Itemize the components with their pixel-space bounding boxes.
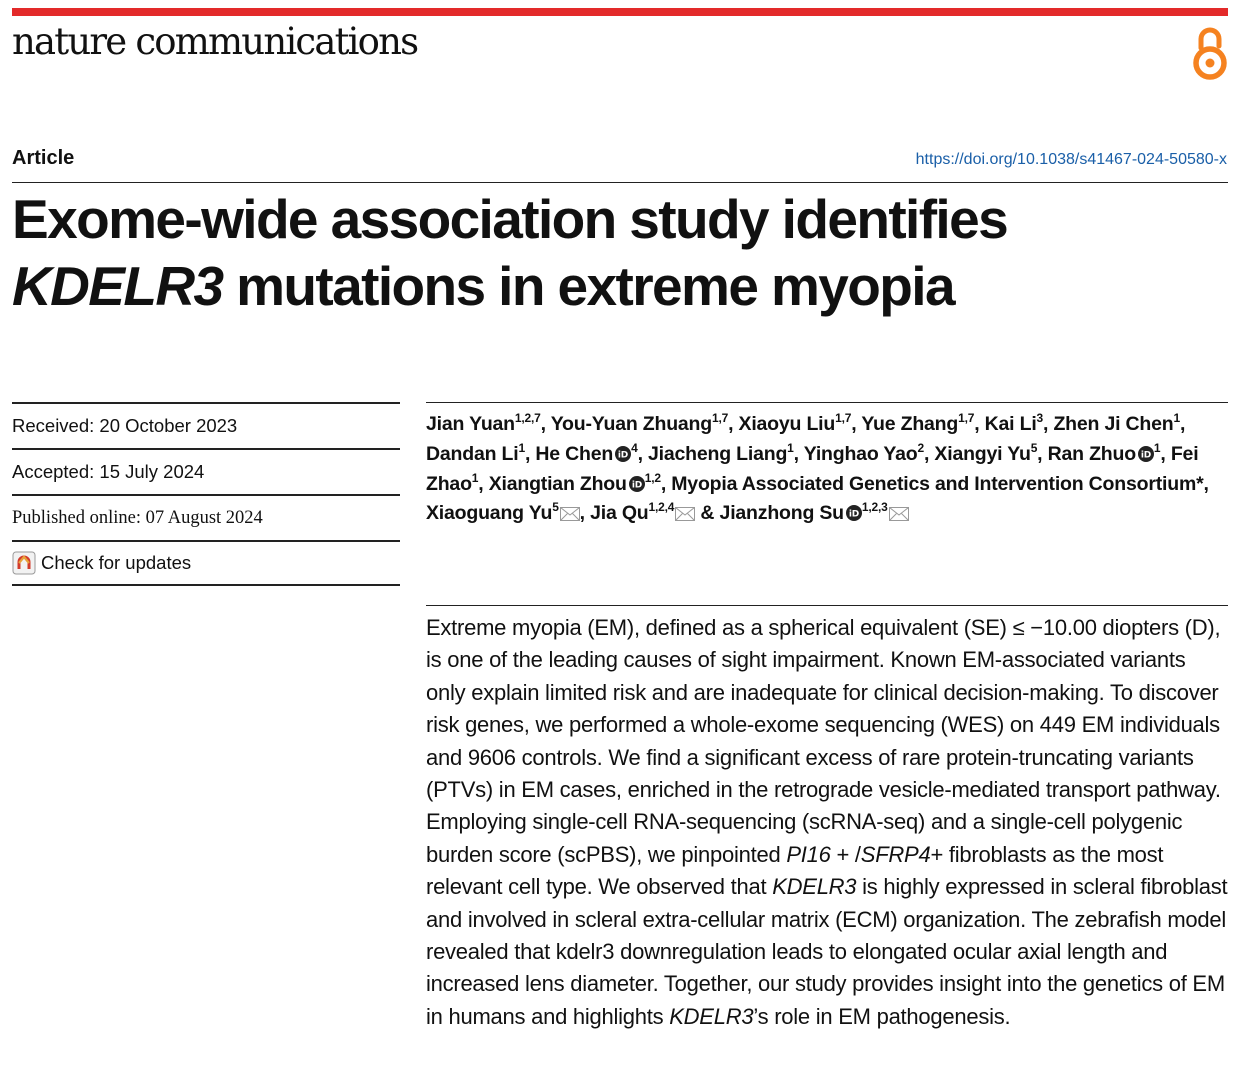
abstract-gene-pi16: PI16 xyxy=(786,841,831,867)
abstract-text-mid: + / xyxy=(830,841,861,867)
author-affiliation: 1,2,7 xyxy=(514,411,541,425)
author-affiliation: 5 xyxy=(552,500,559,515)
author-name[interactable]: Xiaoyu Liu xyxy=(738,413,836,435)
author-affiliation: 1 xyxy=(1173,411,1180,425)
check-for-updates-icon xyxy=(12,551,36,575)
author-separator: , xyxy=(637,442,649,465)
check-for-updates-button[interactable] xyxy=(12,540,400,586)
author-name[interactable]: He Chen xyxy=(535,442,614,465)
accepted-date: Accepted: 15 July 2024 xyxy=(12,448,400,494)
author-name[interactable]: You-Yuan Zhuang xyxy=(550,413,712,435)
journal-accent-bar xyxy=(12,8,1228,16)
abstract-gene-kdelr3: KDELR3 xyxy=(772,874,857,900)
author-separator: , xyxy=(793,442,804,465)
author-separator: , xyxy=(728,413,739,435)
abstract-text-2: + fibroblasts as the most relevant cell type. We observed that xyxy=(426,841,1164,900)
orcid-icon[interactable] xyxy=(846,505,862,521)
author-separator: , xyxy=(1043,413,1054,435)
author-name[interactable]: Jiacheng Liang xyxy=(648,442,788,465)
author-name[interactable]: Jian Yuan xyxy=(426,413,515,435)
author-affiliation: 4 xyxy=(631,440,638,455)
title-line-2: mutations in extreme myopia xyxy=(222,255,954,317)
abstract-text-4: ’s role in EM pathogenesis. xyxy=(753,1003,1011,1029)
author-affiliation: 1 xyxy=(1153,440,1161,455)
title-line-1: Exome-wide association study identifies xyxy=(12,188,1008,250)
open-access-icon xyxy=(1190,24,1230,82)
author-name[interactable]: Kai Li xyxy=(984,413,1037,435)
author-name[interactable]: Xiangtian Zhou xyxy=(488,472,627,495)
author-name[interactable]: Jia Qu xyxy=(590,502,649,525)
journal-name[interactable]: nature communications xyxy=(12,20,418,63)
author-separator: , xyxy=(579,502,591,525)
title-gene: KDELR3 xyxy=(12,255,223,317)
orcid-icon[interactable] xyxy=(629,476,645,492)
author-affiliation: 1 xyxy=(471,470,479,485)
abstract-gene-sfrp4: SFRP4 xyxy=(860,841,931,867)
author-affiliation: 1,7 xyxy=(835,411,852,425)
author-list xyxy=(426,410,1226,529)
author-affiliation: 1 xyxy=(518,440,525,455)
email-icon[interactable] xyxy=(675,507,695,521)
email-icon[interactable] xyxy=(889,507,909,521)
author-name[interactable]: Fei Zhao xyxy=(426,442,1199,495)
article-type: Article xyxy=(12,147,75,169)
check-for-updates-label: Check for updates xyxy=(41,552,192,573)
author-name[interactable]: Dandan Li xyxy=(426,442,519,465)
author-affiliation: 1,7 xyxy=(958,411,975,425)
author-affiliation: 1 xyxy=(787,440,794,455)
svg-text:iD: iD xyxy=(1140,450,1151,461)
abstract-text-1: Extreme myopia (EM), defined as a spherical equivalent (SE) ≤ −10.00 diopters (D), is one of the leading causes of sight impairment. Known EM-associated variants only explain limited risk and are inadequate for clinical decision-making. To discover risk genes, we performed a whole-exome sequencing (WES) on 449 EM individuals and 9606 controls. We find a significant excess of rare protein-truncating variants (PTVs) in EM cases, enriched in the retrograde vesicle-mediated transport pathway. Employing single-cell RNA-sequencing (scRNA-seq) and a single-cell polygenic burden score (scPBS), we pinpointed xyxy=(426,615,1221,867)
abstract-gene-kdelr3-2: KDELR3 xyxy=(669,1003,754,1029)
author-name[interactable]: Myopia Associated Genetics and Intervention Consortium* xyxy=(671,472,1204,495)
article-dates xyxy=(12,402,400,586)
author-separator: , xyxy=(660,472,672,495)
author-name[interactable]: Jianzhong Su xyxy=(719,502,844,525)
author-affiliation: 2 xyxy=(917,440,924,455)
author-separator: , xyxy=(1179,413,1186,435)
svg-text:iD: iD xyxy=(618,450,629,461)
received-date: Received: 20 October 2023 xyxy=(12,402,400,448)
abstract-divider xyxy=(426,605,1228,606)
abstract xyxy=(426,612,1228,1033)
published-date: Published online: 07 August 2024 xyxy=(12,494,400,540)
svg-text:iD: iD xyxy=(631,480,642,491)
author-separator: & xyxy=(695,502,720,525)
author-name[interactable]: Ran Zhuo xyxy=(1047,442,1136,465)
author-affiliation: 3 xyxy=(1036,411,1044,425)
svg-text:iD: iD xyxy=(848,509,859,520)
author-affiliation: 1,2,4 xyxy=(648,500,675,515)
author-separator: , xyxy=(923,442,935,465)
author-separator: , xyxy=(974,413,985,435)
orcid-icon[interactable] xyxy=(1138,446,1154,462)
header-divider xyxy=(12,182,1228,183)
email-icon[interactable] xyxy=(560,507,580,521)
author-separator: , xyxy=(851,413,862,435)
authors-divider xyxy=(426,402,1228,403)
doi-link[interactable]: https://doi.org/10.1038/s41467-024-50580-x xyxy=(915,151,1227,168)
author-separator: , xyxy=(540,413,551,435)
author-affiliation: 1,2 xyxy=(644,470,661,485)
author-affiliation: 1,2,3 xyxy=(861,500,888,515)
author-separator: , xyxy=(478,472,489,495)
author-separator: , xyxy=(1203,472,1209,495)
author-separator: , xyxy=(1160,442,1171,465)
author-name[interactable]: Xiaoguang Yu xyxy=(426,502,553,525)
author-name[interactable]: Yue Zhang xyxy=(861,413,959,435)
author-name[interactable]: Yinghao Yao xyxy=(803,442,918,465)
author-separator: , xyxy=(524,442,536,465)
author-affiliation: 1,7 xyxy=(711,411,729,425)
article-title xyxy=(12,186,1227,320)
author-name[interactable]: Xiangyi Yu xyxy=(934,442,1031,465)
author-separator: , xyxy=(1037,442,1048,465)
author-affiliation: 5 xyxy=(1030,440,1038,455)
orcid-icon[interactable] xyxy=(615,446,631,462)
author-name[interactable]: Zhen Ji Chen xyxy=(1053,413,1174,435)
abstract-text-3: is highly expressed in scleral fibroblast and involved in scleral extra-cellular matrix (ECM) organization. The zebrafish model revealed that kdelr3 downregulation leads to elongated ocular axial length and increased lens diameter. Together, our study provides insight into the genetics of EM in humans and highlights xyxy=(426,874,1228,1029)
